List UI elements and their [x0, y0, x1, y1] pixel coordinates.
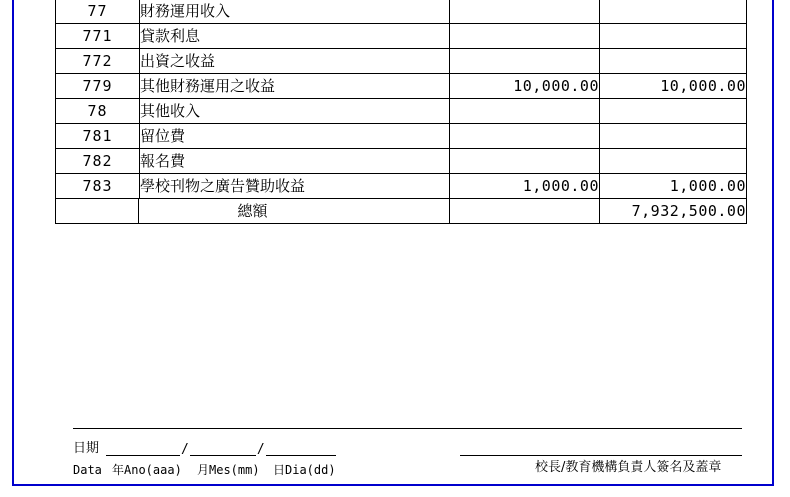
amount-cell	[450, 149, 600, 174]
amount-cell	[600, 124, 747, 149]
total-label-cell	[56, 199, 450, 224]
day-blank-line	[266, 443, 336, 456]
amount-cell: 10,000.00	[600, 74, 747, 99]
account-description: 出資之收益	[140, 49, 450, 74]
account-description: 學校刊物之廣告贊助收益	[140, 174, 450, 199]
amount-cell: 10,000.00	[450, 74, 600, 99]
amount-cell	[600, 149, 747, 174]
table-row	[56, 174, 747, 199]
amount-cell	[600, 49, 747, 74]
account-code: 779	[56, 74, 140, 99]
account-description: 貸款利息	[140, 24, 450, 49]
account-description: 報名費	[140, 149, 450, 174]
date-slash: /	[181, 442, 189, 457]
account-description: 留位費	[140, 124, 450, 149]
amount-cell	[450, 49, 600, 74]
table-row	[56, 0, 747, 24]
column-divider	[138, 199, 139, 223]
date-label-zh: 日期	[73, 441, 100, 456]
table-row	[56, 124, 747, 149]
account-code: 78	[56, 99, 140, 124]
total-label: 總額	[237, 202, 268, 220]
year-blank-line	[106, 443, 180, 456]
year-label: 年Ano(aaa)	[112, 463, 182, 477]
month-blank-line	[190, 443, 256, 456]
account-code: 782	[56, 149, 140, 174]
table-row	[56, 74, 747, 99]
amount-cell	[600, 99, 747, 124]
amount-cell	[450, 124, 600, 149]
table-row	[56, 149, 747, 174]
amount-cell	[600, 24, 747, 49]
footer-separator-rule	[73, 428, 742, 429]
day-label: 日Dia(dd)	[273, 463, 336, 477]
account-description: 其他收入	[140, 99, 450, 124]
table-row	[56, 49, 747, 74]
account-code: 783	[56, 174, 140, 199]
account-description: 財務運用收入	[140, 0, 450, 24]
income-table	[55, 0, 747, 224]
table-row	[56, 99, 747, 124]
amount-cell	[450, 99, 600, 124]
date-slash: /	[256, 442, 265, 457]
total-row	[56, 199, 747, 224]
account-description: 其他財務運用之收益	[140, 74, 450, 99]
amount-cell: 1,000.00	[600, 174, 747, 199]
account-code: 772	[56, 49, 140, 74]
date-fill-in	[106, 444, 336, 456]
signature-line	[460, 455, 742, 456]
total-amount: 7,932,500.00	[600, 199, 747, 224]
table-row	[56, 24, 747, 49]
amount-cell	[600, 0, 747, 24]
amount-cell	[450, 199, 600, 224]
amount-cell: 1,000.00	[450, 174, 600, 199]
amount-cell	[450, 0, 600, 24]
date-label-pt: Data	[73, 463, 102, 477]
account-code: 781	[56, 124, 140, 149]
account-code: 77	[56, 0, 140, 24]
month-label: 月Mes(mm)	[197, 463, 260, 477]
account-code: 771	[56, 24, 140, 49]
signature-label: 校長/教育機構負責人簽名及蓋章	[535, 460, 722, 475]
amount-cell	[450, 24, 600, 49]
